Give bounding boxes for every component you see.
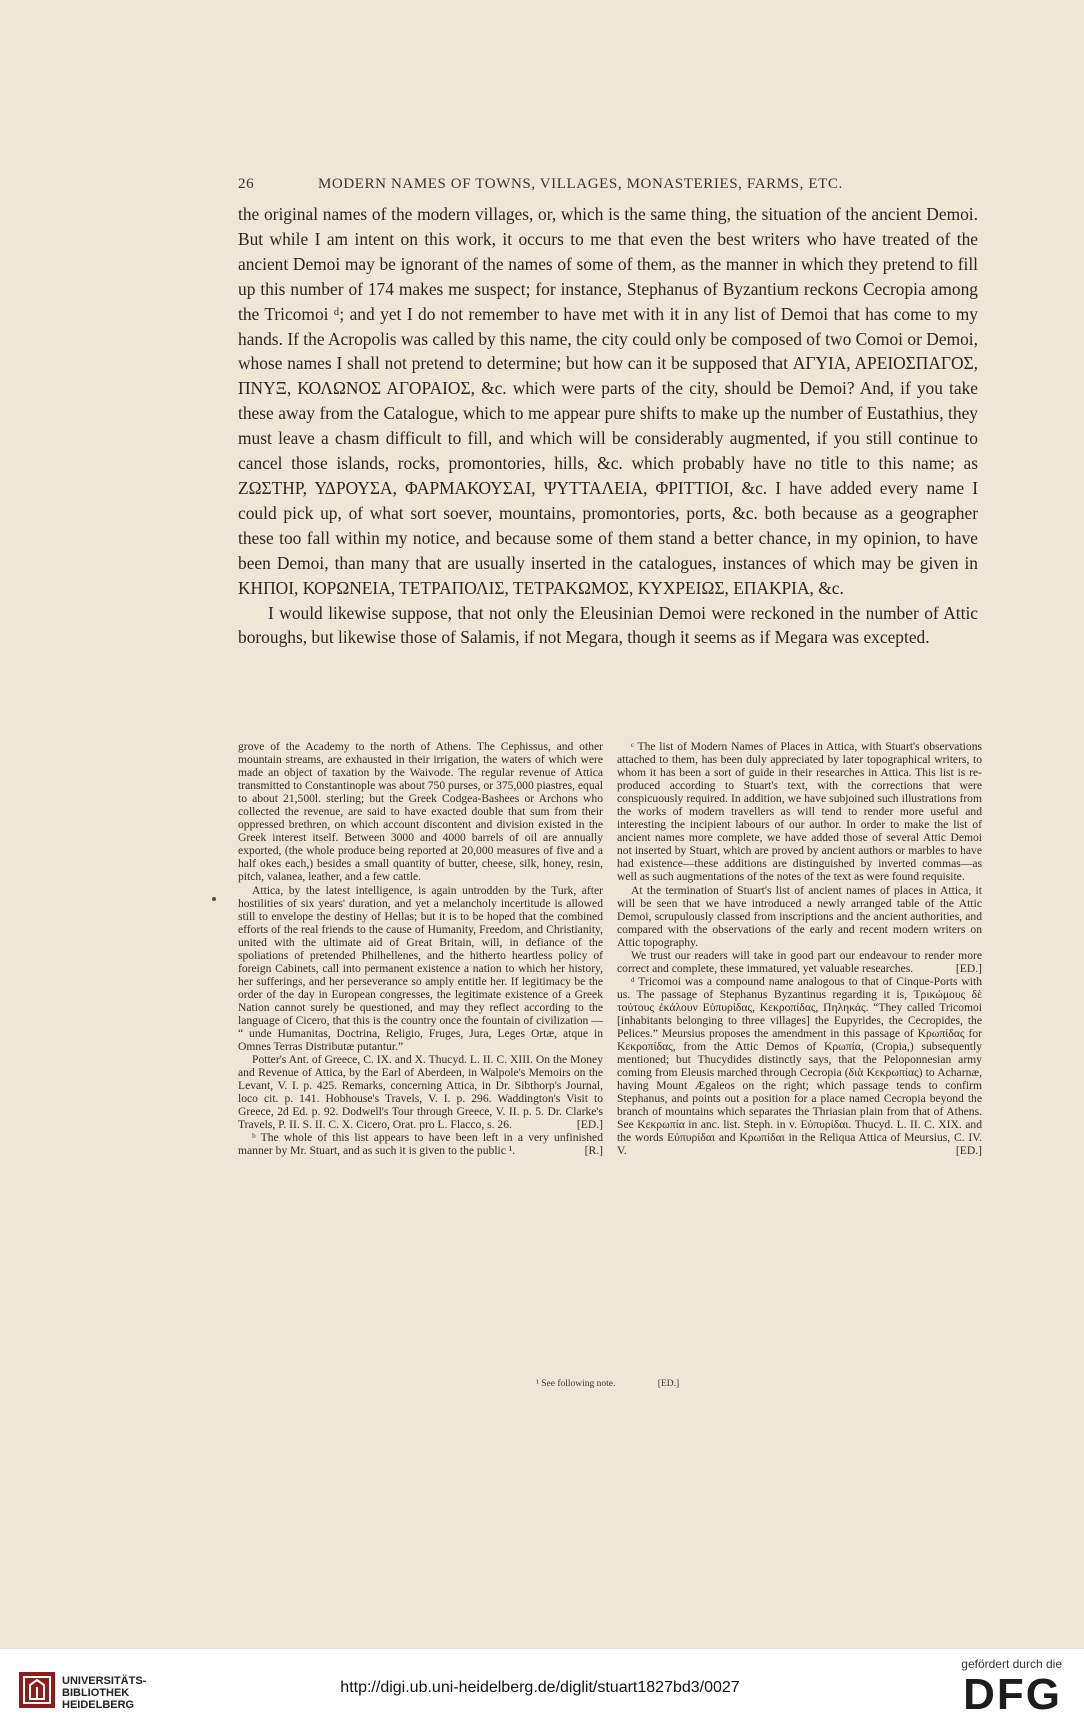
university-name-line: HEIDELBERG (62, 1699, 135, 1711)
footnote: Attica, by the latest intelligence, is again untrodden by the Turk, after hostilities of six years' duration, and yet a melancholy incertitude is allowed still to envelope the destiny of Hellas; but it is to be hoped that the combined efforts of the real friends to the cause of Humanity, Freedom, and Christianity, united with the ultimate aid of Great Britain, will, in defiance of the spoliations of pretended Philhellenes, and the hitherto heartless policy of foreign Cabinets, call into permanent existence a nation to which her history, her sufferings, and her perseverance so amply entitle her. If legitimacy be the order of the day in European congresses, the legitimate existence of a Greek Nation cannot surely be questioned, and may they reflect according to the language of Cicero, that this is the country once the fountain of civilization — “ unde Humanitas, Doctrina, Religio, Fruges, Jura, Leges Ortæ, atque in Omnes Terras Distributæ putantur.” (238, 883, 603, 1054)
editor-signature: [ED.] (955, 1144, 982, 1158)
editor-signature: [ED.] (955, 961, 982, 975)
running-title: MODERN NAMES OF TOWNS, VILLAGES, MONASTERIES, FARMS, ETC. (318, 176, 843, 192)
university-library-logo[interactable] (18, 1667, 178, 1717)
footnote-text: ᵇ The whole of this list appears to have been left in a very unfinished manner by Mr. Stuart, and as such it is given to the public ¹. (238, 1131, 603, 1158)
footnote-text: Potter's Ant. of Greece, C. IX. and X. Thucyd. L. II. C. XIII. On the Money and Revenue of Attica, by the Earl of Aberdeen, in Walpole's Memoirs on the Levant, V. I. p. 425. Remarks, concerning Attica, in Dr. Sibthorp's Journal, loco cit. p. 141. Hobhouse's Travels, V. I. p. 296. Waddington's Visit to Greece, 2d Ed. p. 92. Dodwell's Tour through Greece, V. II. p. 5. Dr. Clarke's Travels, P. II. S. II. C. X. Cicero, Orat. pro L. Flacco, s. 26. (238, 1053, 603, 1132)
bottom-footnote-text: ¹ See following note. (536, 1379, 616, 1389)
footnote (238, 1053, 603, 1131)
editor-signature: [R.] (584, 1144, 603, 1158)
university-name-line: BIBLIOTHEK (62, 1687, 130, 1699)
university-name-line: UNIVERSITÄTS- (62, 1675, 147, 1687)
footnote: At the termination of Stuart's list of ancient names of places in Attica, it will be seen that we have introduced a newly arranged table of the Attic Demoi, scrupulously classed from inscriptions and the ancient authorities, and compared with the observations of the early and recent modern writers on Attic topography. (617, 883, 982, 949)
footnote-text: We trust our readers will take in good part our endeavour to render more correct and complete, these immatured, yet valuable researches. (617, 948, 982, 975)
editor-signature: [ED.] (657, 1379, 680, 1389)
university-name (62, 1675, 146, 1711)
footnotes-right-column (617, 740, 982, 1158)
body-paragraph: I would likewise suppose, that not only the Eleusinian Demoi were reckoned in the number of Attic boroughs, but likewise those of Salamis, if not Megara, though it seems as if Megara was excepted. (238, 602, 978, 648)
bottom-footnote (536, 1379, 679, 1389)
funder-logo[interactable] (932, 1657, 1062, 1727)
page-number: 26 (238, 176, 255, 192)
footnote-text: ᵈ Tricomoi was a compound name analogous to that of Cinque-Ports with us. The passage of Stephanus Byzantinus regarding it is, Τρικώμους δὲ τούτους ἐκάλουν Εὐπυρίδας, Κεκροπίδας, Πηληκάς. “They called Tricomoi [inhabitants belonging to three villages] the Eupyrides, the Cecropides, the Pelices.” Meursius proposes the amendment in this passage of Κρωπίδας for Κεκροπίδας, from the Attic Demos of Κρωπία, (Cropia,) subsequently mentioned; but Thucydides distinctly says, that the Peloponnesian army coming from Eleusis marched through Cecropia (διὰ Κεκρωπίας) to Acharnæ, having Mount Ægaleos on the right; which passage tends to confirm Stephanus, and points out a position for a place named Cecropia beyond the branch of mountains which separates the Thriasian plain from that of Athens. See Κεκρωπία in anc. list. Steph. in v. Εὐπυρίδαι. Thucyd. L. II. C. XIX. and the words Εὐπυρίδαι and Κρωπίδαι in the Reliqua Attica of Meursius, C. IV. V. (617, 974, 982, 1158)
viewer-footer (0, 1648, 1084, 1734)
footnote (238, 1131, 603, 1157)
footnote (617, 975, 982, 1158)
body-paragraph: the original names of the modern villages, or, which is the same thing, the situation of the ancient Demoi. But while I am intent on this work, it occurs to me that even the best writers who have treated of the ancient Demoi may be ignorant of the names of some of them, as the manner in which they pretend to fill up this number of 174 makes me suspect; for instance, Stephanus of Byzantium reckons Cecropia among the Tricomoi ᵈ; and yet I do not remember to have met with it in any list of Demoi that has come to my hands. If the Acropolis was called by this name, the city could only be composed of two Comoi or Demoi, whose names I shall not pretend to determine; but how can it be supposed that ΑΓΥΙΑ, ΑΡΕΙΟΣΠΑΓΟΣ, ΠΝΥΞ, ΚΟΛΩΝΟΣ ΑΓΟΡΑΙΟΣ, &c. which were parts of the city, should be Demoi? And, if you take these away from the Catalogue, which to me appear pure shifts to make up the number of Eustathius, they must leave a chasm difficult to fill, and which will be considerably augmented, if you still continue to cancel those islands, rocks, promontories, hills, &c. which probably have no title to this name; as ΖΩΣΤΗΡ, ΥΔΡΟΥΣΑ, ΦΑΡΜΑΚΟΥΣΑΙ, ΨΥΤΤΑΛΕΙΑ, ΦΡΙΤΤΙΟΙ, &c. I have added every name I could pick up, of what sort soever, mountains, promontories, ports, &c. both because as a geographer these too fall within my notice, and because some of them stand a better chance, in my opinion, to have been Demoi, than many that are usually inserted in the catalogues, instances of which may be given in ΚΗΠΟΙ, ΚΟΡΩΝΕΙΑ, ΤΕΤΡΑΠΟΛΙΣ, ΤΕΤΡΑΚΩΜΟΣ, ΚΥΧΡΕΙΩΣ, ΕΠΑΚΡΙΑ, &c. (238, 204, 978, 598)
editor-signature: [ED.] (576, 1118, 603, 1132)
footnotes-left-column (238, 740, 603, 1158)
funded-by-label: gefördert durch die (961, 1657, 1062, 1671)
page-url-link[interactable]: http://digi.ub.uni-heidelberg.de/diglit/stuart1827bd3/0027 (340, 1679, 740, 1696)
margin-mark (212, 897, 216, 901)
dfg-logo-text: DFG (963, 1670, 1062, 1719)
footnote: ᶜ The list of Modern Names of Places in Attica, with Stuart's observations attached to them, has been duly appreciated by later topographical writers, to whom it has been a sort of guide in their researches in Attica. This list is re-produced according to Stuart's text, with the corrections that were conspicuously required. In addition, we have subjoined such illustrations from the works of modern travellers as will tend to render more useful and interesting the incipient labours of our author. In order to make the list of ancient names more complete, we have added those of several Attic Demoi not inserted by Stuart, which are proved by ancient authors or marbles to have had existence—these additions are distinguished by inverted commas—as well as such augmentations of the notes of the text as were found requisite. (617, 740, 982, 884)
footnote (617, 949, 982, 975)
main-text (238, 202, 978, 650)
university-seal-icon (18, 1671, 56, 1709)
footnote: grove of the Academy to the north of Athens. The Cephissus, and other mountain streams, are exhausted in their irrigation, the waters of which were made an object of taxation by the Waivode. The regular revenue of Attica transmitted to Constantinople was about 750 purses, or 375,000 piastres, equal to about 21,500l. sterling; but the Greek Codgea-Bashees or Archons who collected the revenue, are said to have exacted double that sum from their oppressed brethren, on which account discontent and division existed in the Greek interest itself. Between 3000 and 4000 barrels of oil are annually exported, (the whole produce being reported at 20,000 measures of five and a half okes each,) besides a small quantity of butter, cheese, silk, honey, resin, pitch, valanea, leather, and a few cattle. (238, 740, 603, 884)
